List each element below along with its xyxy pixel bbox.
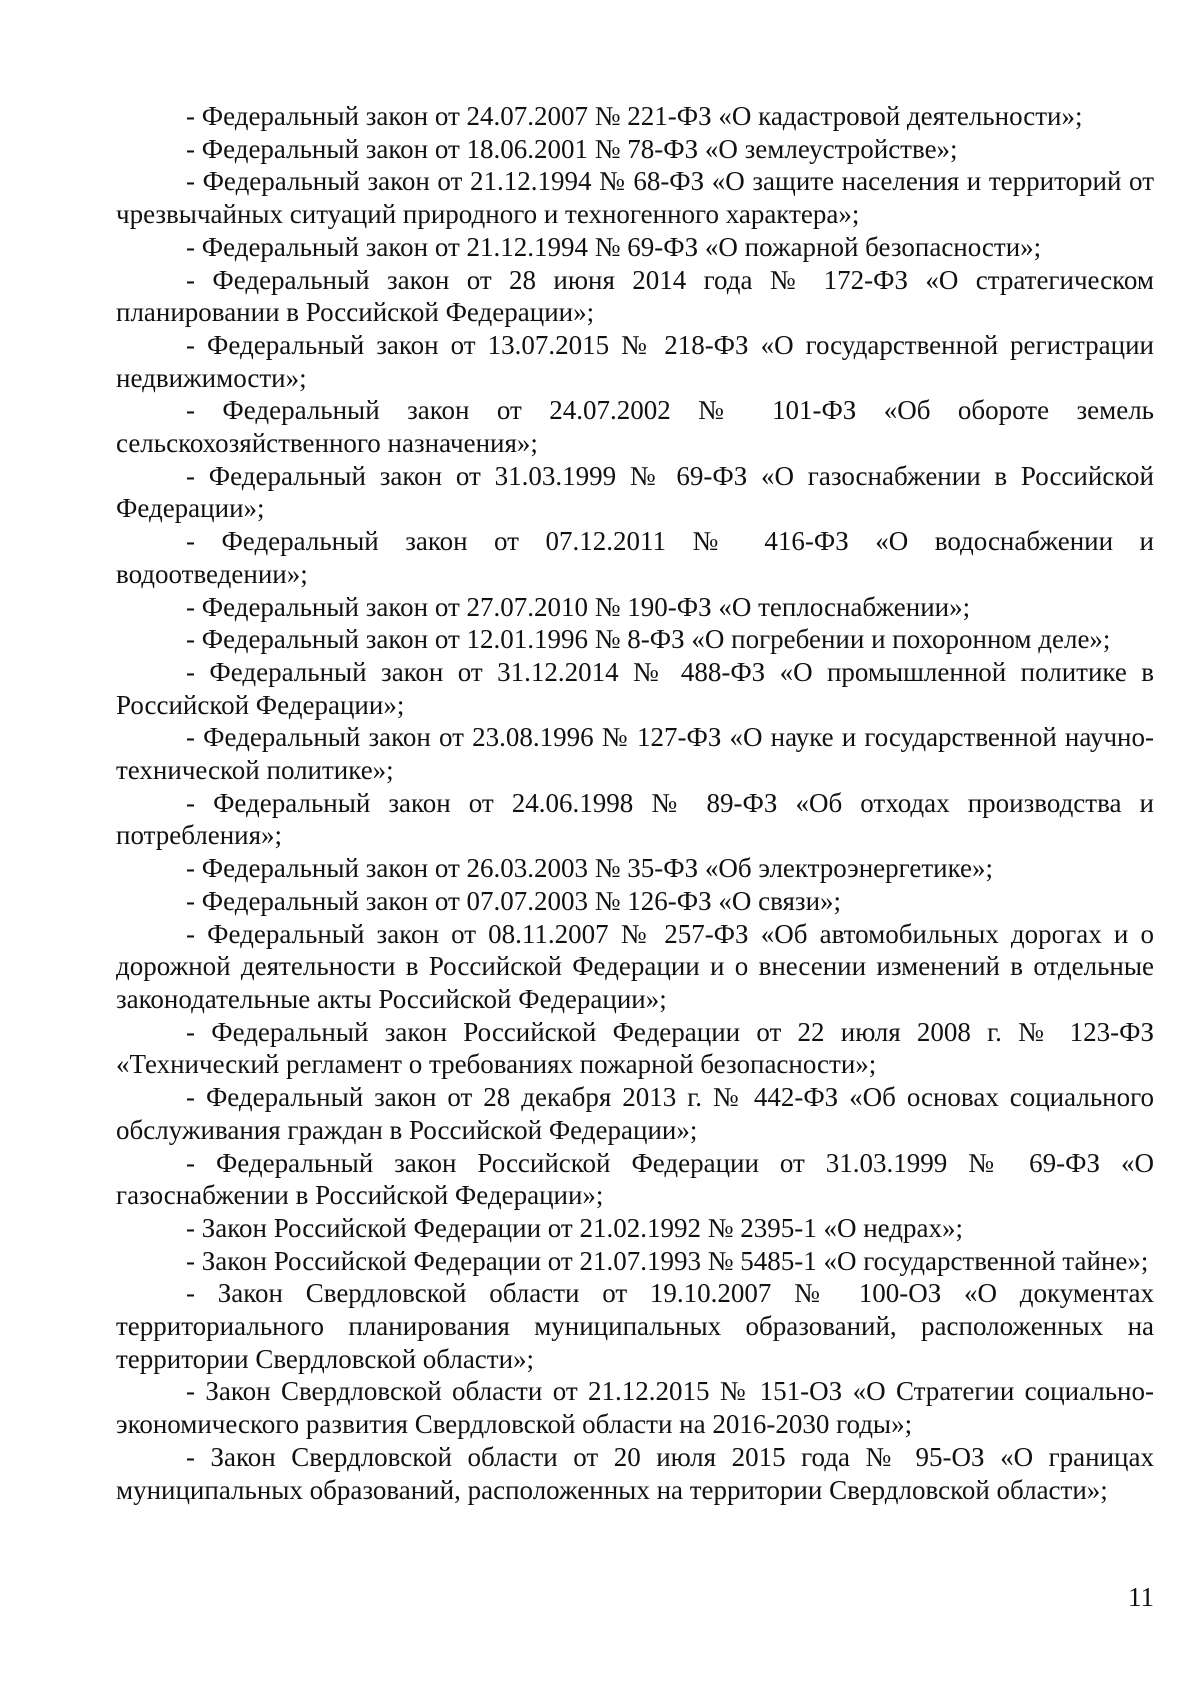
law-list-item: - Федеральный закон от 13.07.2015 № 218-ФЗ «О государственной регистрации недвижимости»; xyxy=(116,329,1154,393)
law-list-item: - Федеральный закон от 07.07.2003 № 126-ФЗ «О связи»; xyxy=(186,885,842,916)
law-list-item: - Федеральный закон от 07.12.2011 № 416-ФЗ «О водоснабжении и водоотведении»; xyxy=(116,526,1154,589)
law-list-item: - Федеральный закон Российской Федерации от 31.03.1999 № 69-ФЗ «О газоснабжении в Российской Федерации»; xyxy=(116,1147,1154,1211)
law-list-item: - Федеральный закон от 24.07.2002 № 101-ФЗ «Об обороте земель сельскохозяйственного назначения»; xyxy=(116,395,1154,459)
law-list-item: - Федеральный закон от 27.07.2010 № 190-ФЗ «О теплоснабжении»; xyxy=(186,591,971,622)
law-list-item: - Федеральный закон от 31.12.2014 № 488-ФЗ «О промышленной политике в Российской Федерации»; xyxy=(116,656,1154,720)
law-list-item: - Федеральный закон от 12.01.1996 № 8-ФЗ «О погребении и похоронном деле»; xyxy=(186,624,1111,655)
law-list-item: - Федеральный закон от 26.03.2003 № 35-ФЗ «Об электроэнергетике»; xyxy=(186,853,994,884)
law-list-item: - Федеральный закон от 24.06.1998 № 89-ФЗ «Об отходах производства и потребления»; xyxy=(116,787,1154,851)
law-list-item: - Федеральный закон от 31.03.1999 № 69-ФЗ «О газоснабжении в Российской Федерации»; xyxy=(116,460,1154,524)
law-list-item: - Федеральный закон Российской Федерации от 22 июля 2008 г. № 123-ФЗ «Технический регламент о требованиях пожарной безопасности»; xyxy=(116,1016,1154,1080)
law-list-item: - Федеральный закон от 23.08.1996 № 127-ФЗ «О науке и государственной научно-технической политике»; xyxy=(116,722,1154,786)
page-number: 11 xyxy=(1128,1582,1154,1612)
law-list-item: - Закон Российской Федерации от 21.02.1992 № 2395-1 «О недрах»; xyxy=(186,1212,964,1243)
law-list-item: - Федеральный закон от 21.12.1994 № 68-ФЗ «О защите населения и территорий от чрезвычайных ситуаций природного и техногенного характера»; xyxy=(116,166,1154,230)
law-list-item: - Федеральный закон от 21.12.1994 № 69-ФЗ «О пожарной безопасности»; xyxy=(186,231,1042,262)
law-list-item: - Закон Свердловской области от 21.12.2015 № 151-ОЗ «О Стратегии социально-экономического развития Свердловской области на 2016-2030 годы»; xyxy=(116,1376,1154,1440)
law-list-item: - Закон Свердловской области от 19.10.2007 № 100-ОЗ «О документах территориального планирования муниципальных образований, расположенных на территории Свердловской области»; xyxy=(116,1278,1154,1374)
law-list-item: - Закон Свердловской области от 20 июля 2015 года № 95-ОЗ «О границах муниципальных образований, расположенных на территории Свердловской области»; xyxy=(116,1441,1154,1505)
law-list-item: - Закон Российской Федерации от 21.07.1993 № 5485-1 «О государственной тайне»; xyxy=(186,1245,1149,1276)
law-list-item: - Федеральный закон от 24.07.2007 № 221-ФЗ «О кадастровой деятельности»; xyxy=(186,101,1083,131)
law-list-item: - Федеральный закон от 18.06.2001 № 78-ФЗ «О землеустройстве»; xyxy=(186,133,958,164)
law-list-item: - Федеральный закон от 28 декабря 2013 г. № 442-ФЗ «Об основах социального обслуживания граждан в Российской Федерации»; xyxy=(116,1082,1154,1145)
law-list-item: - Федеральный закон от 08.11.2007 № 257-ФЗ «Об автомобильных дорогах и о дорожной деятельности в Российской Федерации и о внесении изменений в отдельные законодательные акты Российской Федерации»; xyxy=(116,918,1154,1014)
law-list-item: - Федеральный закон от 28 июня 2014 года № 172-ФЗ «О стратегическом планировании в Российской Федерации»; xyxy=(116,264,1154,328)
law-list xyxy=(116,100,1154,1506)
